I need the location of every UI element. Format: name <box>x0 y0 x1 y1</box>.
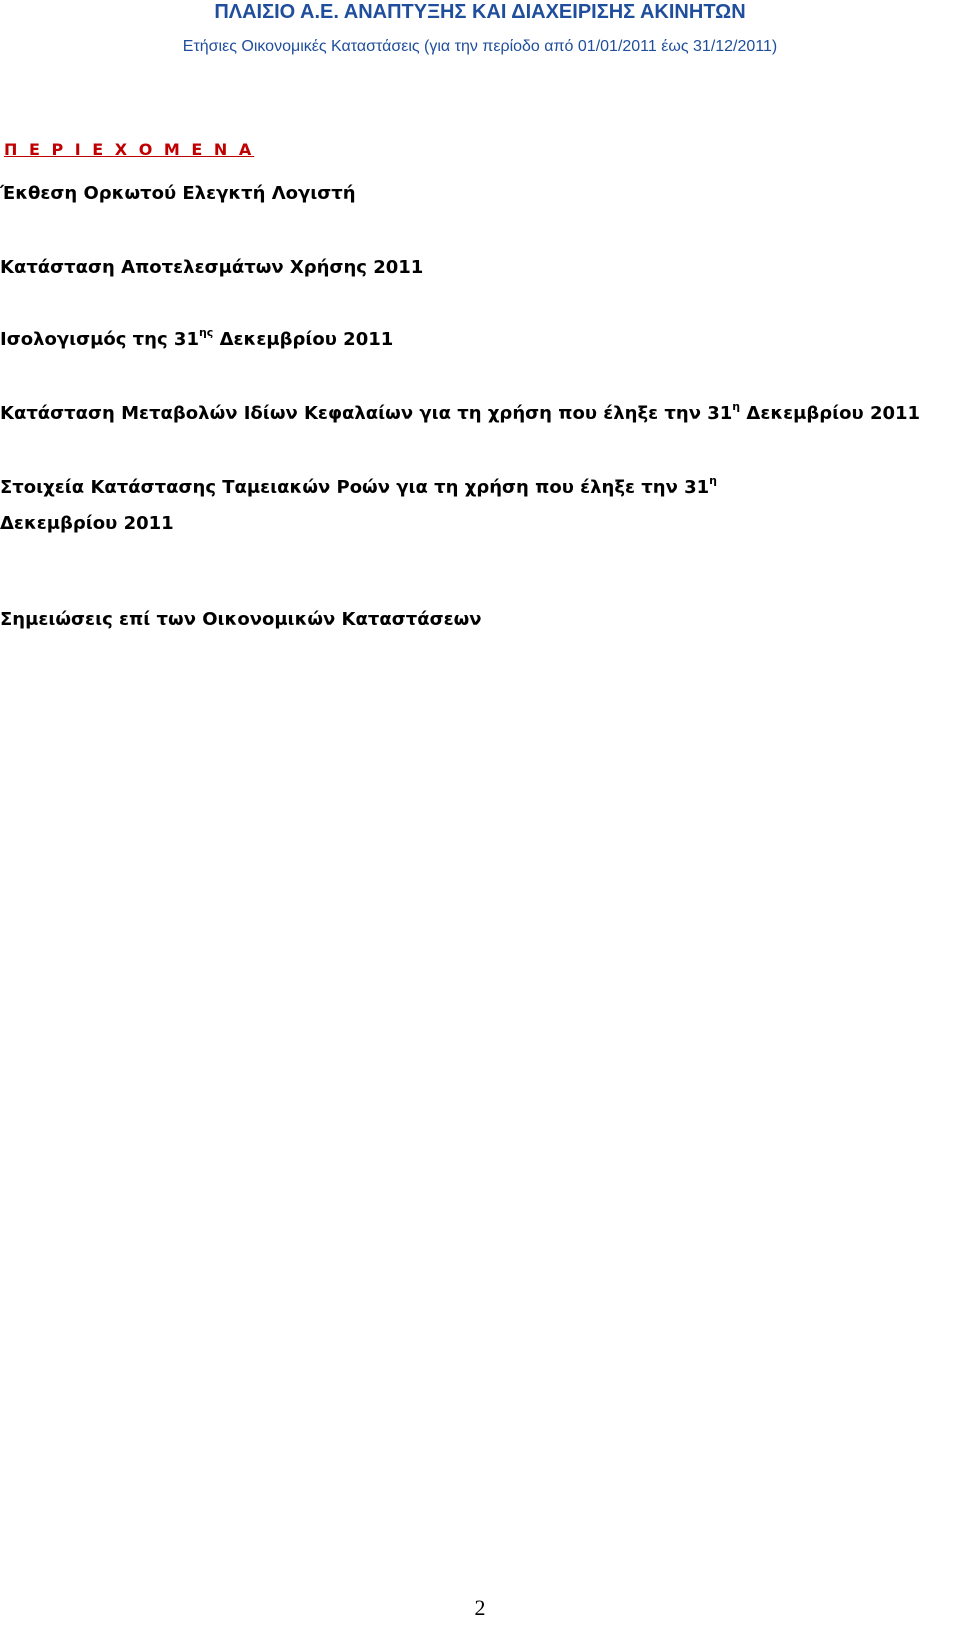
toc-item-income-statement: Κατάσταση Αποτελεσμάτων Χρήσης 2011 <box>0 257 424 278</box>
ordinal-suffix: ης <box>198 326 214 339</box>
company-title: ΠΛΑΙΣΙΟ Α.Ε. ΑΝΑΠΤΥΞΗΣ ΚΑΙ ΔΙΑΧΕΙΡΙΣΗΣ ΑΚΙΝΗΤΩΝ <box>214 1 746 23</box>
toc-item-cash-flows: Στοιχεία Κατάστασης Ταμειακών Ροών για τη χρήση που έληξε την $31^\eta$ Δεκεμβρίου 2011 <box>0 474 718 534</box>
toc-item-notes: Σημειώσεις επί των Οικονομικών Καταστάσεων <box>0 609 482 630</box>
toc-heading: Π Ε Ρ Ι Ε Χ Ο Μ Ε Ν Α <box>4 140 255 159</box>
report-period: Ετήσιες Οικονομικές Καταστάσεις (για την περίοδο από 01/01/2011 έως 31/12/2011) <box>182 38 778 55</box>
ordinal-suffix: η <box>709 474 718 487</box>
page-number: 2 <box>474 1595 486 1620</box>
toc-item-equity-changes: Κατάσταση Μεταβολών Ιδίων Κεφαλαίων για τη χρήση που έληξε την $31^\eta$ Δεκεμβρίου 2011 <box>0 400 921 424</box>
ordinal-suffix: η <box>732 400 741 413</box>
toc-item-balance-sheet: Ισολογισμός της $31^{\eta\varsigma}$ Δεκεμβρίου 2011 <box>0 326 394 350</box>
toc-item-auditor-report: Έκθεση Ορκωτού Ελεγκτή Λογιστή <box>0 183 356 204</box>
